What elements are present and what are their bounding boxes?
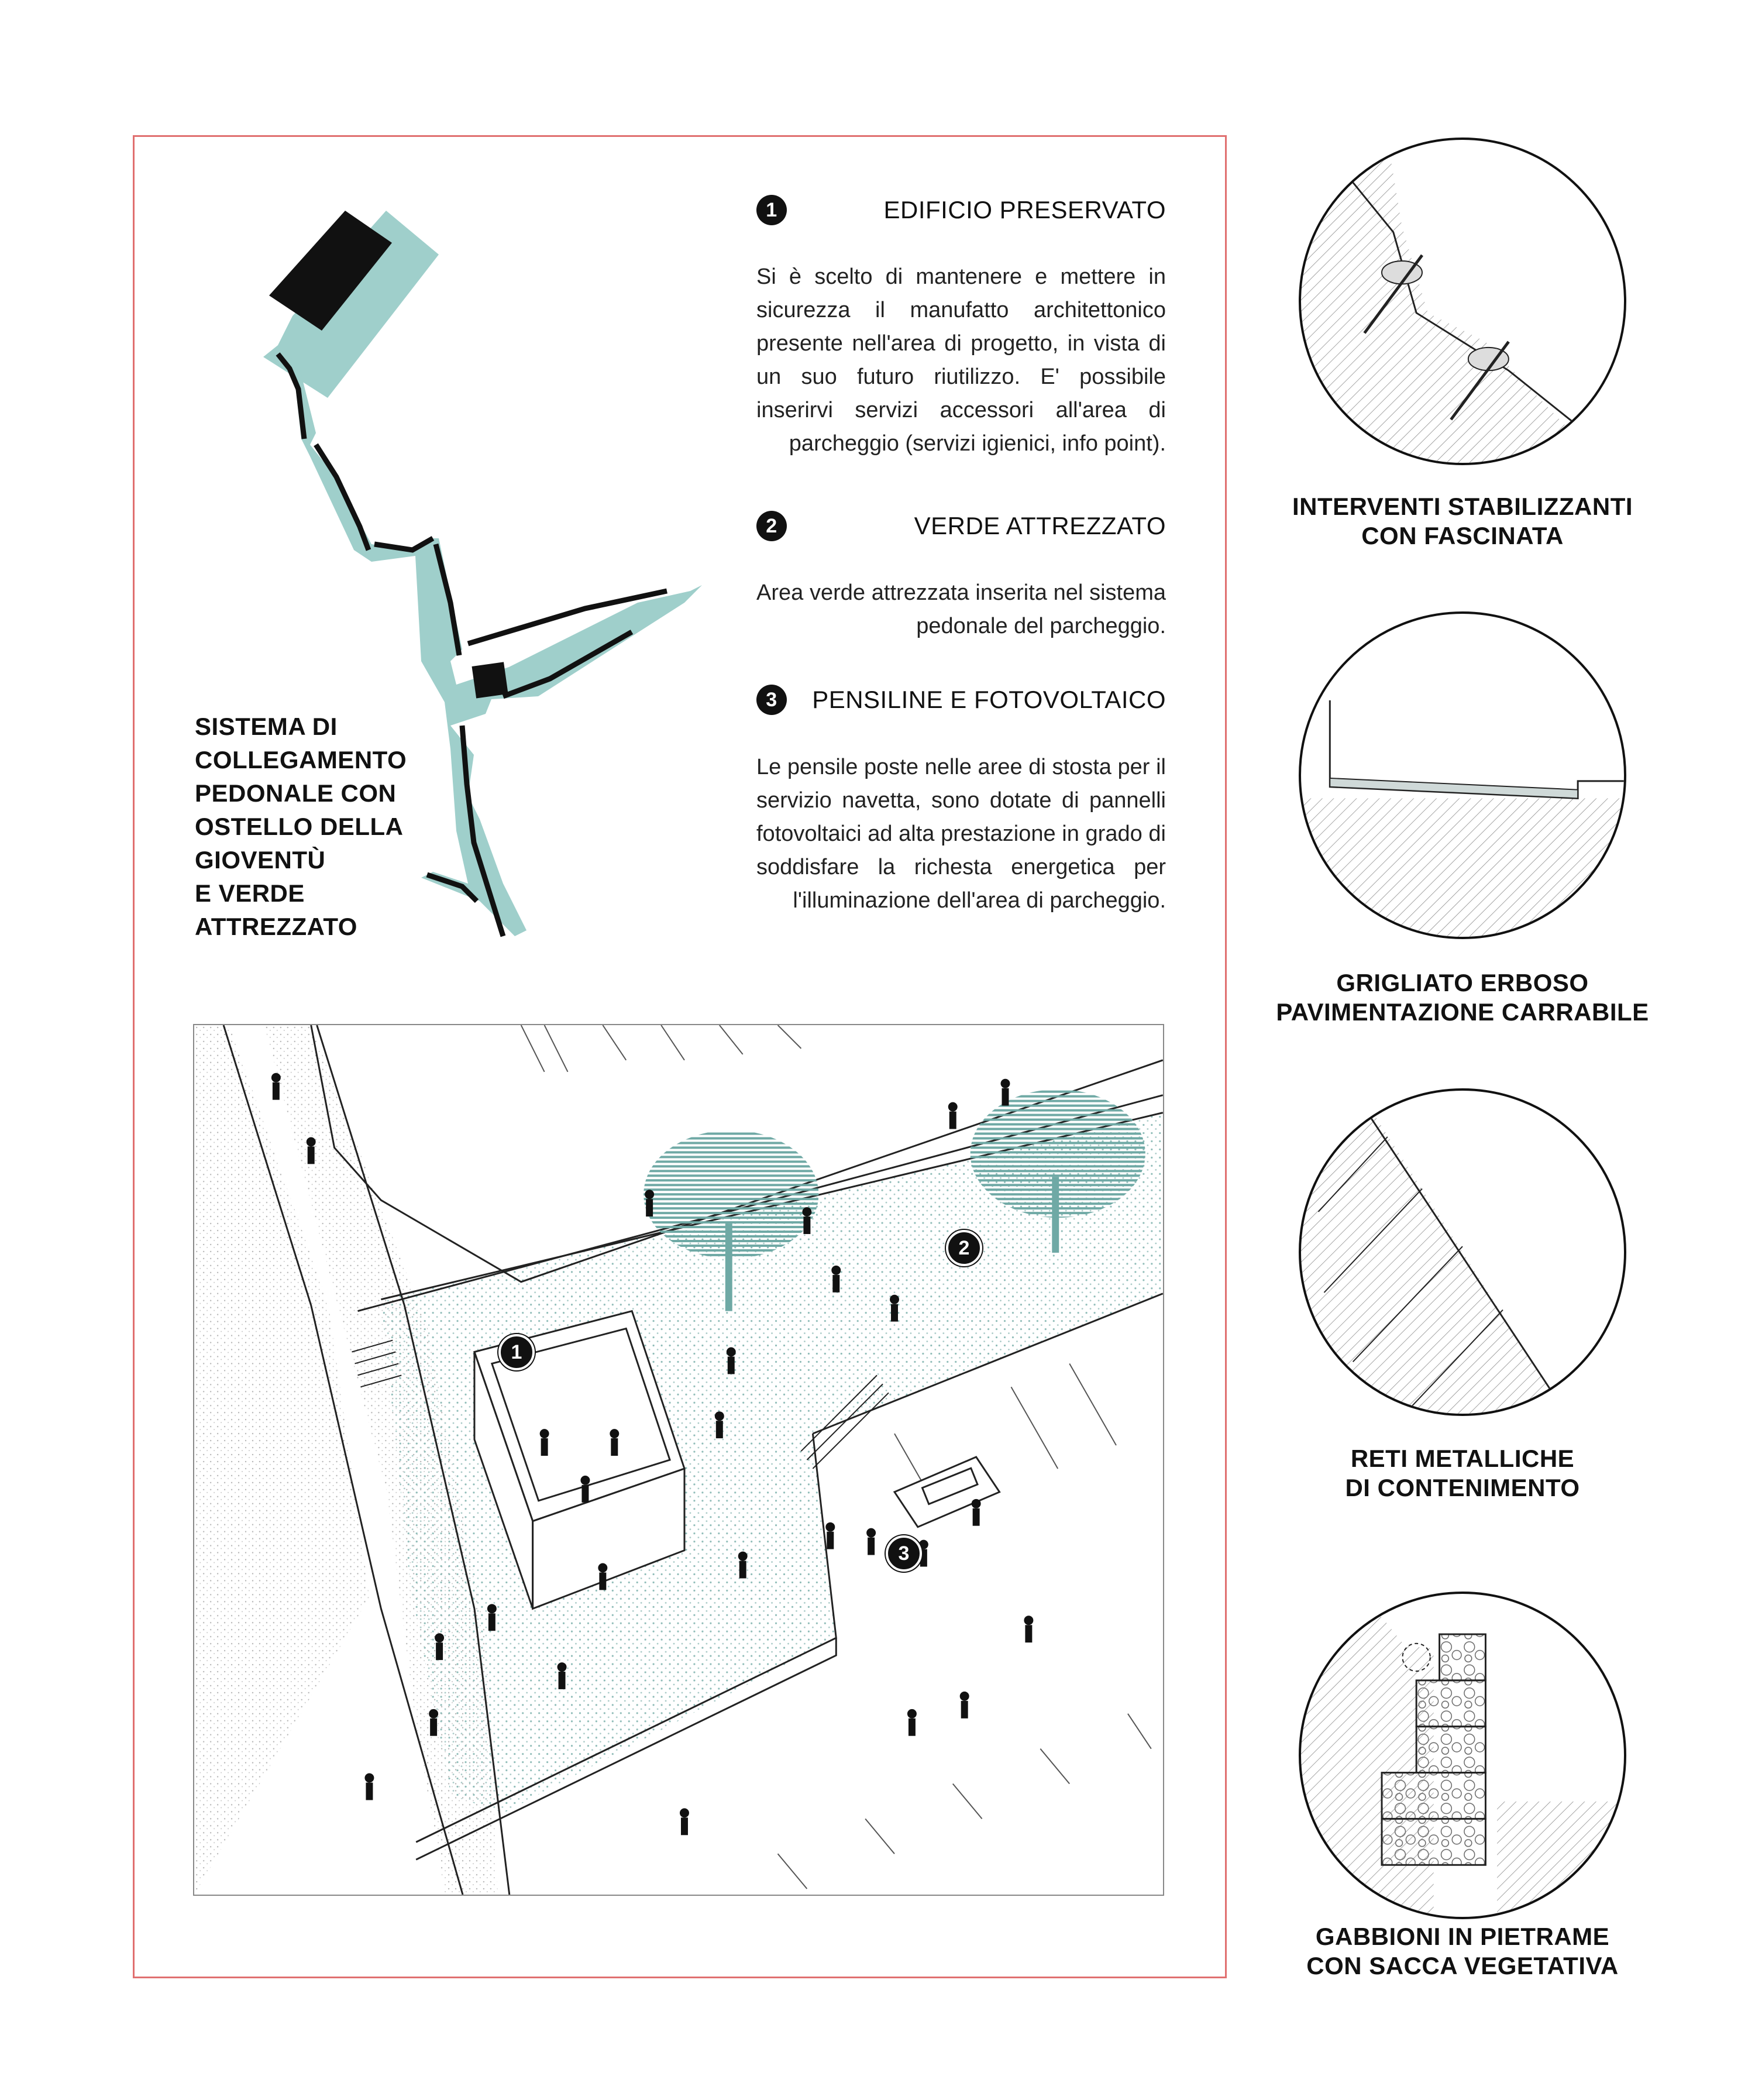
section-1-number-badge: 1: [756, 195, 787, 225]
detail-circle-grigliato: [1299, 611, 1626, 939]
section-2-number-badge: 2: [756, 511, 787, 541]
plan-label: SISTEMA DI COLLEGAMENTO PEDONALE CON OSTELLO DELLA GIOVENTÙ E VERDE ATTREZZATO: [195, 713, 407, 940]
section-3-number-badge: 3: [756, 685, 787, 715]
detail-caption-reti: [1252, 1444, 1673, 1503]
detail-circle-gabbioni: [1299, 1592, 1626, 1919]
axon-marker-3: 3: [886, 1535, 922, 1572]
section-2-title: VERDE ATTREZZATO: [914, 512, 1166, 539]
section-1-heading: [756, 195, 1166, 225]
axonometric-view: [193, 1024, 1164, 1896]
section-3-title: PENSILINE E FOTOVOLTAICO: [812, 686, 1166, 713]
detail-caption-fascinata: [1252, 492, 1673, 551]
detail-caption-grigliato: [1252, 968, 1673, 1027]
caption-line-2: DI CONTENIMENTO: [1345, 1474, 1580, 1501]
section-1-body: Si è scelto di mantenere e mettere in sicurezza il manufatto architettonico presente nell'area di progetto, in vista di un suo futuro riutilizzo. E' possibile inserirvi servizi accessori all'area di parcheggio (servizi igienici, info point).: [756, 264, 1166, 456]
section-1-title: EDIFICIO PRESERVATO: [883, 196, 1166, 224]
caption-line-1: INTERVENTI STABILIZZANTI: [1292, 493, 1633, 520]
detail-circle-reti: [1299, 1088, 1626, 1416]
section-2-body: Area verde attrezzata inserita nel sistema pedonale del parcheggio.: [756, 580, 1166, 638]
axon-marker-1: 1: [498, 1334, 535, 1370]
axon-marker-2: 2: [946, 1230, 982, 1266]
detail-caption-gabbioni: [1252, 1922, 1673, 1981]
section-3-heading: [756, 685, 1166, 715]
caption-line-1: RETI METALLICHE: [1350, 1445, 1575, 1472]
caption-line-2: CON SACCA VEGETATIVA: [1306, 1952, 1619, 1979]
axonometric-drawing: [194, 1025, 1163, 1895]
caption-line-2: PAVIMENTAZIONE CARRABILE: [1276, 998, 1649, 1026]
caption-line-1: GRIGLIATO ERBOSO: [1336, 969, 1589, 996]
section-3-body: Le pensile poste nelle aree di stosta per il servizio navetta, sono dotate di pannelli fotovoltaici ad alta prestazione in grado di soddisfare la richesta energetica per l'illuminazione dell'area di parcheggio.: [756, 755, 1166, 913]
detail-circle-fascinata: [1299, 138, 1626, 465]
section-2-heading: [756, 511, 1166, 541]
caption-line-1: GABBIONI IN PIETRAME: [1315, 1923, 1610, 1950]
caption-line-2: CON FASCINATA: [1361, 522, 1564, 549]
shelter: [894, 1457, 1000, 1527]
